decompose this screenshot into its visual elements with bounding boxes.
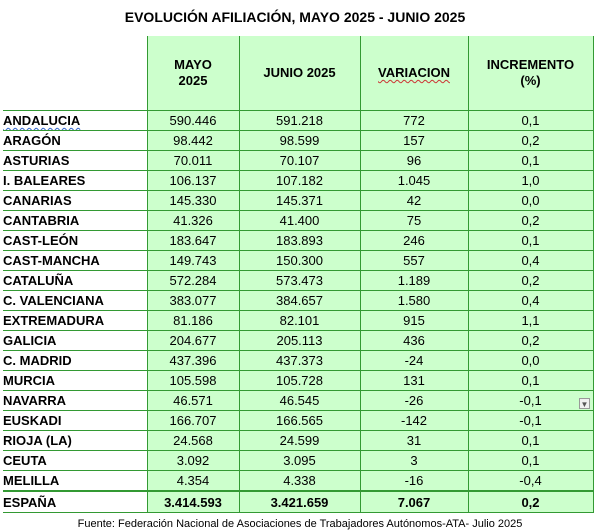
junio-cell: 70.107	[239, 151, 360, 171]
variacion-cell: 31	[360, 431, 468, 451]
mayo-cell: 437.396	[147, 351, 239, 371]
region-cell: CATALUÑA	[3, 271, 147, 291]
junio-cell: 46.545	[239, 391, 360, 411]
variacion-cell: 131	[360, 371, 468, 391]
junio-cell: 4.338	[239, 471, 360, 492]
table-row	[3, 131, 593, 151]
junio-cell: 3.095	[239, 451, 360, 471]
region-cell: CAST-LEÓN	[3, 231, 147, 251]
junio-cell: 41.400	[239, 211, 360, 231]
region-cell: I. BALEARES	[3, 171, 147, 191]
mayo-cell: 149.743	[147, 251, 239, 271]
incremento-cell: 1,1	[468, 311, 593, 331]
variacion-cell: 42	[360, 191, 468, 211]
variacion-cell: 157	[360, 131, 468, 151]
incremento-cell: 1,0	[468, 171, 593, 191]
mayo-cell: 41.326	[147, 211, 239, 231]
mayo-cell: 145.330	[147, 191, 239, 211]
table-row	[3, 171, 593, 191]
region-cell: ARAGÓN	[3, 131, 147, 151]
region-cell: CEUTA	[3, 451, 147, 471]
source-note: Fuente: Federación Nacional de Asociaciones de Trabajadores Autónomos-ATA- Julio 2025	[77, 518, 523, 530]
mayo-cell: 3.092	[147, 451, 239, 471]
table-row	[3, 371, 593, 391]
region-cell: CANARIAS	[3, 191, 147, 211]
mayo-cell: 166.707	[147, 411, 239, 431]
junio-cell: 205.113	[239, 331, 360, 351]
table-row	[3, 191, 593, 211]
mayo-cell: 98.442	[147, 131, 239, 151]
incremento-cell: 0,2	[468, 331, 593, 351]
affiliation-table	[3, 36, 594, 513]
table-row	[3, 111, 593, 131]
region-cell: CANTABRIA	[3, 211, 147, 231]
variacion-cell: 75	[360, 211, 468, 231]
table-row	[3, 351, 593, 371]
mayo-cell: 46.571	[147, 391, 239, 411]
region-cell: MELILLA	[3, 471, 147, 492]
table-row	[3, 451, 593, 471]
region-cell: EXTREMADURA	[3, 311, 147, 331]
variacion-cell: -142	[360, 411, 468, 431]
mayo-cell: 4.354	[147, 471, 239, 492]
variacion-cell: 246	[360, 231, 468, 251]
region-cell: ASTURIAS	[3, 151, 147, 171]
junio-cell: 573.473	[239, 271, 360, 291]
table-row	[3, 411, 593, 431]
table-row	[3, 151, 593, 171]
header-variacion: VARIACION	[360, 36, 468, 111]
table-row	[3, 471, 593, 492]
variacion-cell: 915	[360, 311, 468, 331]
incremento-cell: 0,0	[468, 191, 593, 211]
variacion-cell: 3	[360, 451, 468, 471]
incremento-cell: 0,1	[468, 451, 593, 471]
variacion-cell: -16	[360, 471, 468, 492]
incremento-cell: -0,4	[468, 471, 593, 492]
chevron-down-icon[interactable]: ▼	[580, 400, 589, 409]
incremento-cell: 0,1	[468, 431, 593, 451]
incremento-cell: -0,1	[468, 411, 593, 431]
mayo-cell: 81.186	[147, 311, 239, 331]
region-cell: C. VALENCIANA	[3, 291, 147, 311]
junio-cell: 183.893	[239, 231, 360, 251]
incremento-cell: -0,1	[468, 391, 593, 411]
table-title: EVOLUCIÓN AFILIACIÓN, MAYO 2025 - JUNIO 2025	[124, 9, 466, 25]
junio-cell: 82.101	[239, 311, 360, 331]
table-row	[3, 291, 593, 311]
incremento-cell: 0,1	[468, 151, 593, 171]
mayo-cell: 204.677	[147, 331, 239, 351]
mayo-cell: 590.446	[147, 111, 239, 131]
variacion-cell: 1.189	[360, 271, 468, 291]
variacion-cell: 1.580	[360, 291, 468, 311]
variacion-cell: -26	[360, 391, 468, 411]
table-row	[3, 251, 593, 271]
junio-cell: 145.371	[239, 191, 360, 211]
table-row	[3, 311, 593, 331]
region-cell: MURCIA	[3, 371, 147, 391]
table-row	[3, 271, 593, 291]
incremento-cell: 0,2	[468, 131, 593, 151]
total-mayo: 3.414.593	[147, 491, 239, 513]
mayo-cell: 572.284	[147, 271, 239, 291]
header-incremento: INCREMENTO (%)	[468, 36, 593, 111]
region-cell: RIOJA (LA)	[3, 431, 147, 451]
mayo-cell: 183.647	[147, 231, 239, 251]
junio-cell: 150.300	[239, 251, 360, 271]
total-variacion: 7.067	[360, 491, 468, 513]
variacion-cell: 1.045	[360, 171, 468, 191]
total-incremento: 0,2	[468, 491, 593, 513]
mayo-cell: 24.568	[147, 431, 239, 451]
header-region	[3, 36, 147, 111]
total-junio: 3.421.659	[239, 491, 360, 513]
junio-cell: 98.599	[239, 131, 360, 151]
total-row	[3, 491, 593, 513]
mayo-cell: 106.137	[147, 171, 239, 191]
junio-cell: 591.218	[239, 111, 360, 131]
mayo-cell: 105.598	[147, 371, 239, 391]
region-cell: CAST-MANCHA	[3, 251, 147, 271]
incremento-cell: 0,2	[468, 271, 593, 291]
variacion-cell: 772	[360, 111, 468, 131]
total-region: ESPAÑA	[3, 491, 147, 513]
incremento-cell: 0,1	[468, 111, 593, 131]
region-cell: EUSKADI	[3, 411, 147, 431]
junio-cell: 107.182	[239, 171, 360, 191]
variacion-cell: 96	[360, 151, 468, 171]
incremento-cell: 0,4	[468, 251, 593, 271]
junio-cell: 24.599	[239, 431, 360, 451]
junio-cell: 437.373	[239, 351, 360, 371]
header-mayo: MAYO 2025	[147, 36, 239, 111]
region-cell: C. MADRID	[3, 351, 147, 371]
table-row	[3, 331, 593, 351]
table-row	[3, 391, 593, 411]
mayo-cell: 70.011	[147, 151, 239, 171]
variacion-cell: 436	[360, 331, 468, 351]
header-junio: JUNIO 2025	[239, 36, 360, 111]
table-row	[3, 431, 593, 451]
region-cell: NAVARRA	[3, 391, 147, 411]
region-cell: ANDALUCIA	[3, 111, 147, 131]
variacion-cell: -24	[360, 351, 468, 371]
junio-cell: 384.657	[239, 291, 360, 311]
region-cell: GALICIA	[3, 331, 147, 351]
variacion-cell: 557	[360, 251, 468, 271]
incremento-cell: 0,0	[468, 351, 593, 371]
incremento-cell: 0,1	[468, 371, 593, 391]
incremento-cell: 0,4	[468, 291, 593, 311]
header-row	[3, 36, 593, 111]
incremento-cell: 0,1	[468, 231, 593, 251]
junio-cell: 105.728	[239, 371, 360, 391]
mayo-cell: 383.077	[147, 291, 239, 311]
junio-cell: 166.565	[239, 411, 360, 431]
table-row	[3, 231, 593, 251]
incremento-cell: 0,2	[468, 211, 593, 231]
table-row	[3, 211, 593, 231]
